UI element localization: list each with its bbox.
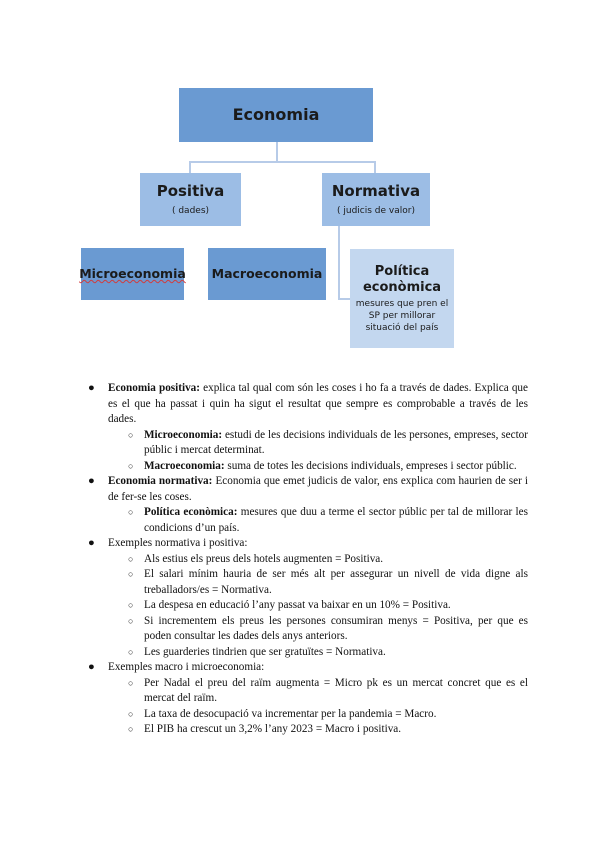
example-item	[84, 567, 528, 598]
bullet-icon: ●	[88, 475, 95, 487]
circle-bullet-icon: ○	[128, 646, 134, 657]
note-text: Exemples normativa i positiva:	[108, 537, 248, 549]
bullet-icon: ●	[88, 382, 95, 394]
normativa-sub: ( judicis de valor)	[337, 206, 415, 216]
connector-to-normativa	[374, 161, 376, 173]
note-text: explica tal qual com són les coses i ho fa a través de dades. Explica que es el que ha passat i quin ha sigut el resultat que sempre es comprobable a través de les dades.	[108, 382, 528, 425]
example-item	[84, 598, 528, 614]
example-item	[84, 552, 528, 568]
example-text: El salari mínim hauria de ser més alt per assegurar un nivell de vida digne als treballadors/es = Normativa.	[144, 568, 528, 596]
connector-horizontal	[189, 161, 375, 163]
circle-bullet-icon: ○	[128, 460, 134, 471]
economia-box	[179, 88, 373, 142]
circle-bullet-icon: ○	[128, 708, 134, 719]
connector-root-down	[276, 142, 278, 162]
positiva-box	[140, 173, 241, 226]
politica-sub-2: SP per millorar	[368, 310, 436, 321]
note-exemples-macro-micro	[84, 660, 528, 676]
macroeconomia-label: Macroeconomia	[211, 266, 323, 281]
note-term: Microeconomia:	[144, 428, 223, 441]
bullet-icon: ●	[88, 537, 95, 549]
circle-bullet-icon: ○	[128, 677, 134, 688]
example-text: Per Nadal el preu del raïm augmenta = Micro pk es un mercat concret que es el mercat del raïm.	[144, 676, 528, 704]
note-text: mesures que duu a terme el sector públic per tal de millorar les condicions d’un país.	[144, 506, 528, 534]
note-text: Exemples macro i microeconomia:	[108, 661, 265, 673]
politica-label-2: econòmica	[362, 279, 442, 295]
bullet-icon: ●	[88, 661, 95, 673]
note-exemples-normativa-positiva	[84, 536, 528, 552]
normativa-box	[322, 173, 430, 226]
economia-label: Economia	[232, 105, 320, 124]
note-term: Macroeconomia:	[144, 459, 225, 472]
note-macroeconomia	[84, 459, 528, 475]
notes-list	[84, 381, 528, 738]
positiva-label: Positiva	[156, 182, 225, 200]
note-microeconomia	[84, 428, 528, 459]
circle-bullet-icon: ○	[128, 429, 134, 440]
normativa-label: Normativa	[331, 182, 421, 200]
example-item	[84, 722, 528, 738]
macroeconomia-box	[208, 248, 326, 300]
note-text: suma de totes les decisions individuals, empreses i sector públic.	[224, 459, 517, 472]
example-item	[84, 645, 528, 661]
example-text: Les guarderies tindrien que ser gratuïtes = Normativa.	[144, 645, 386, 658]
microeconomia-label: Microeconomia	[79, 266, 186, 281]
positiva-sub: ( dades)	[171, 206, 210, 216]
microeconomia-box	[81, 248, 184, 300]
example-item	[84, 614, 528, 645]
note-text: estudi de les decisions individuals de les persones, empreses, sector públic i mercat determinat.	[144, 428, 528, 456]
note-economia-normativa	[84, 474, 528, 505]
example-text: Als estius els preus dels hotels augmenten = Positiva.	[144, 552, 384, 565]
example-text: La taxa de desocupació va incrementar per la pandemia = Macro.	[144, 707, 437, 720]
example-text: La despesa en educació l’any passat va baixar en un 10% = Positiva.	[144, 599, 451, 611]
circle-bullet-icon: ○	[128, 507, 134, 517]
example-text: Si incrementem els preus les persones consumiran menys = Positiva, per que es poden consultar les dades dels anys anteriors.	[144, 614, 528, 642]
example-item	[84, 676, 528, 707]
note-term: Economia positiva:	[108, 382, 201, 394]
connector-normativa-down	[338, 226, 340, 300]
politica-label-1: Política	[374, 263, 430, 279]
politica-economica-box	[350, 249, 454, 348]
note-economia-positiva	[84, 381, 528, 428]
note-text: Economia que emet judicis de valor, ens explica com haurien de ser i de fer-se les coses.	[108, 475, 528, 503]
connector-to-positiva	[189, 161, 191, 173]
note-term: Economia normativa:	[108, 475, 213, 487]
circle-bullet-icon: ○	[128, 569, 134, 579]
circle-bullet-icon: ○	[128, 600, 134, 610]
example-text: El PIB ha crescut un 3,2% l’any 2023 = Macro i positiva.	[144, 723, 402, 735]
example-item	[84, 707, 528, 723]
politica-sub-3: situació del país	[365, 322, 439, 333]
circle-bullet-icon: ○	[128, 553, 134, 564]
politica-sub-1: mesures que pren el	[355, 298, 449, 309]
note-term: Política econòmica:	[144, 506, 238, 518]
note-politica-economica	[84, 505, 528, 536]
circle-bullet-icon: ○	[128, 724, 134, 734]
circle-bullet-icon: ○	[128, 615, 134, 626]
